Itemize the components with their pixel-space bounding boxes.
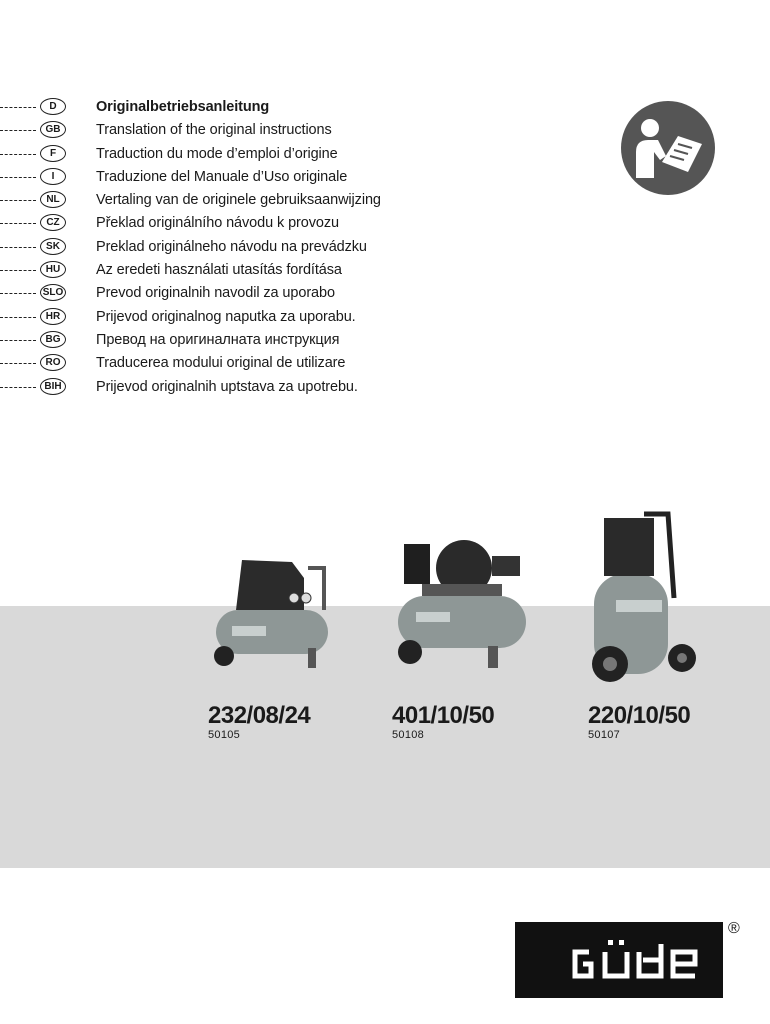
language-code-badge: GB — [40, 121, 66, 138]
language-row-nl — [0, 189, 460, 212]
language-title: Traducerea modului original de utilizare — [96, 355, 346, 372]
language-title: Prijevod originalnih uptstava za upotrebu. — [96, 378, 358, 395]
article-number: 50107 — [588, 729, 621, 741]
dash-leader — [0, 317, 36, 318]
language-title: Prijevod originalnog naputka za uporabu. — [96, 308, 356, 325]
language-row-f — [0, 143, 460, 166]
compressor-image-2 — [392, 528, 532, 673]
language-row-i — [0, 166, 460, 189]
language-code-badge: BIH — [40, 378, 66, 395]
language-row-bg — [0, 329, 460, 352]
language-code-badge: SLO — [40, 284, 66, 301]
dash-leader — [0, 247, 36, 248]
compressor-image-1 — [208, 548, 333, 673]
language-row-slo — [0, 282, 460, 305]
article-number: 50105 — [208, 729, 241, 741]
brand-logo — [515, 922, 723, 998]
language-row-sk — [0, 236, 460, 259]
dash-leader — [0, 387, 36, 388]
language-code-badge: RO — [40, 354, 66, 371]
language-code-badge: I — [40, 168, 66, 185]
language-code-badge: D — [40, 98, 66, 115]
language-list — [0, 96, 460, 399]
compressor-image-3 — [586, 508, 701, 693]
language-title: Az eredeti használati utasítás fordítása — [96, 262, 342, 279]
dash-leader — [0, 130, 36, 131]
dash-leader — [0, 340, 36, 341]
language-code-badge: F — [40, 145, 66, 162]
read-manual-icon — [620, 100, 716, 196]
language-code-badge: NL — [40, 191, 66, 208]
dash-leader — [0, 270, 36, 271]
language-row-bih — [0, 376, 460, 399]
dash-leader — [0, 107, 36, 108]
dash-leader — [0, 200, 36, 201]
model-number: 401/10/50 — [392, 702, 495, 729]
language-code-badge: HU — [40, 261, 66, 278]
language-title: Preklad originálneho návodu na prevádzku — [96, 238, 367, 255]
dash-leader — [0, 293, 36, 294]
language-row-hr — [0, 306, 460, 329]
language-title: Prevod originalnih navodil za uporabo — [96, 285, 335, 302]
language-title: Traduzione del Manuale d’Uso originale — [96, 168, 348, 185]
language-title: Originalbetriebsanleitung — [96, 99, 270, 115]
language-title: Vertaling van de originele gebruiksaanwijzing — [96, 192, 381, 209]
language-row-ro — [0, 352, 460, 375]
dash-leader — [0, 363, 36, 364]
dash-leader — [0, 223, 36, 224]
language-row-hu — [0, 259, 460, 282]
article-number: 50108 — [392, 729, 425, 741]
language-row-d — [0, 96, 460, 119]
language-title: Traduction du mode d’emploi d’origine — [96, 145, 338, 162]
registered-mark: ® — [728, 920, 740, 937]
language-row-cz — [0, 212, 460, 235]
language-title: Translation of the original instructions — [96, 122, 332, 139]
language-code-badge: HR — [40, 308, 66, 325]
language-code-badge: SK — [40, 238, 66, 255]
language-code-badge: BG — [40, 331, 66, 348]
language-code-badge: CZ — [40, 214, 66, 231]
language-title: Превод на оригиналната инструкция — [96, 331, 340, 348]
model-number: 232/08/24 — [208, 702, 311, 729]
language-row-gb — [0, 119, 460, 142]
model-number: 220/10/50 — [588, 702, 691, 729]
language-title: Překlad originálního návodu k provozu — [96, 215, 339, 232]
dash-leader — [0, 154, 36, 155]
dash-leader — [0, 177, 36, 178]
